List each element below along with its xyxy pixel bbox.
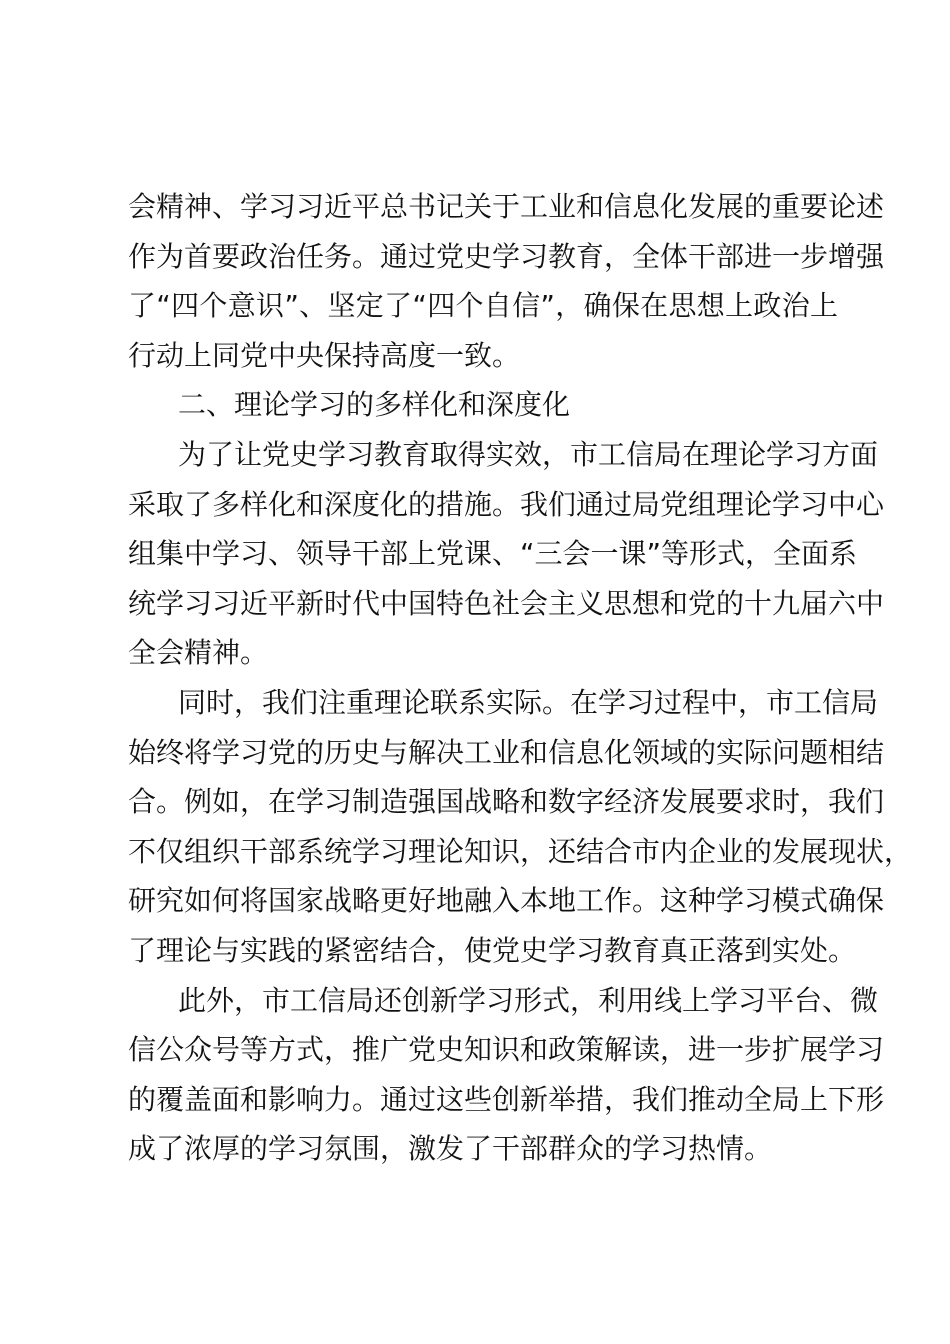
paragraph-innovation [128, 976, 885, 1174]
section-heading-text: 二、理论学习的多样化和深度化 [178, 388, 571, 422]
text-line: 的覆盖面和影响力。通过这些创新举措，我们推动全局上下形 [128, 1082, 885, 1116]
paragraph-theory-practice [128, 678, 913, 976]
text-line: 作为首要政治任务。通过党史学习教育，全体干部进一步增强 [128, 239, 885, 273]
paragraph-theory-measures [128, 430, 885, 678]
text-line: 行动上同党中央保持高度一致。 [128, 338, 521, 372]
text-line: 组集中学习、领导干部上党课、“三会一课”等形式，全面系 [128, 537, 858, 571]
text-line: 不仅组织干部系统学习理论知识，还结合市内企业的发展现状， [128, 834, 913, 868]
text-line: 始终将学习党的历史与解决工业和信息化领域的实际问题相结 [128, 735, 885, 769]
text-line: 同时，我们注重理论联系实际。在学习过程中，市工信局 [178, 685, 879, 719]
text-line: 成了浓厚的学习氛围，激发了干部群众的学习热情。 [128, 1132, 773, 1166]
text-line: 此外，市工信局还创新学习形式，利用线上学习平台、微 [178, 983, 879, 1017]
text-line: 信公众号等方式，推广党史知识和政策解读，进一步扩展学习 [128, 1033, 885, 1067]
text-line: 了理论与实践的紧密结合，使党史学习教育真正落到实处。 [128, 933, 857, 967]
text-line: 采取了多样化和深度化的措施。我们通过局党组理论学习中心 [128, 487, 885, 521]
paragraph-continuation [128, 182, 885, 380]
text-line: 了“四个意识”、坚定了“四个自信”，确保在思想上政治上 [128, 289, 838, 323]
text-line: 合。例如，在学习制造强国战略和数字经济发展要求时，我们 [128, 785, 885, 819]
section-heading [128, 380, 838, 430]
text-line: 全会精神。 [128, 636, 269, 670]
text-line: 会精神、学习习近平总书记关于工业和信息化发展的重要论述 [128, 190, 885, 223]
text-line: 统学习习近平新时代中国特色社会主义思想和党的十九届六中 [128, 586, 885, 620]
document-body [128, 182, 913, 1174]
text-line: 研究如何将国家战略更好地融入本地工作。这种学习模式确保 [128, 884, 885, 918]
text-line: 为了让党史学习教育取得实效，市工信局在理论学习方面 [178, 437, 879, 471]
